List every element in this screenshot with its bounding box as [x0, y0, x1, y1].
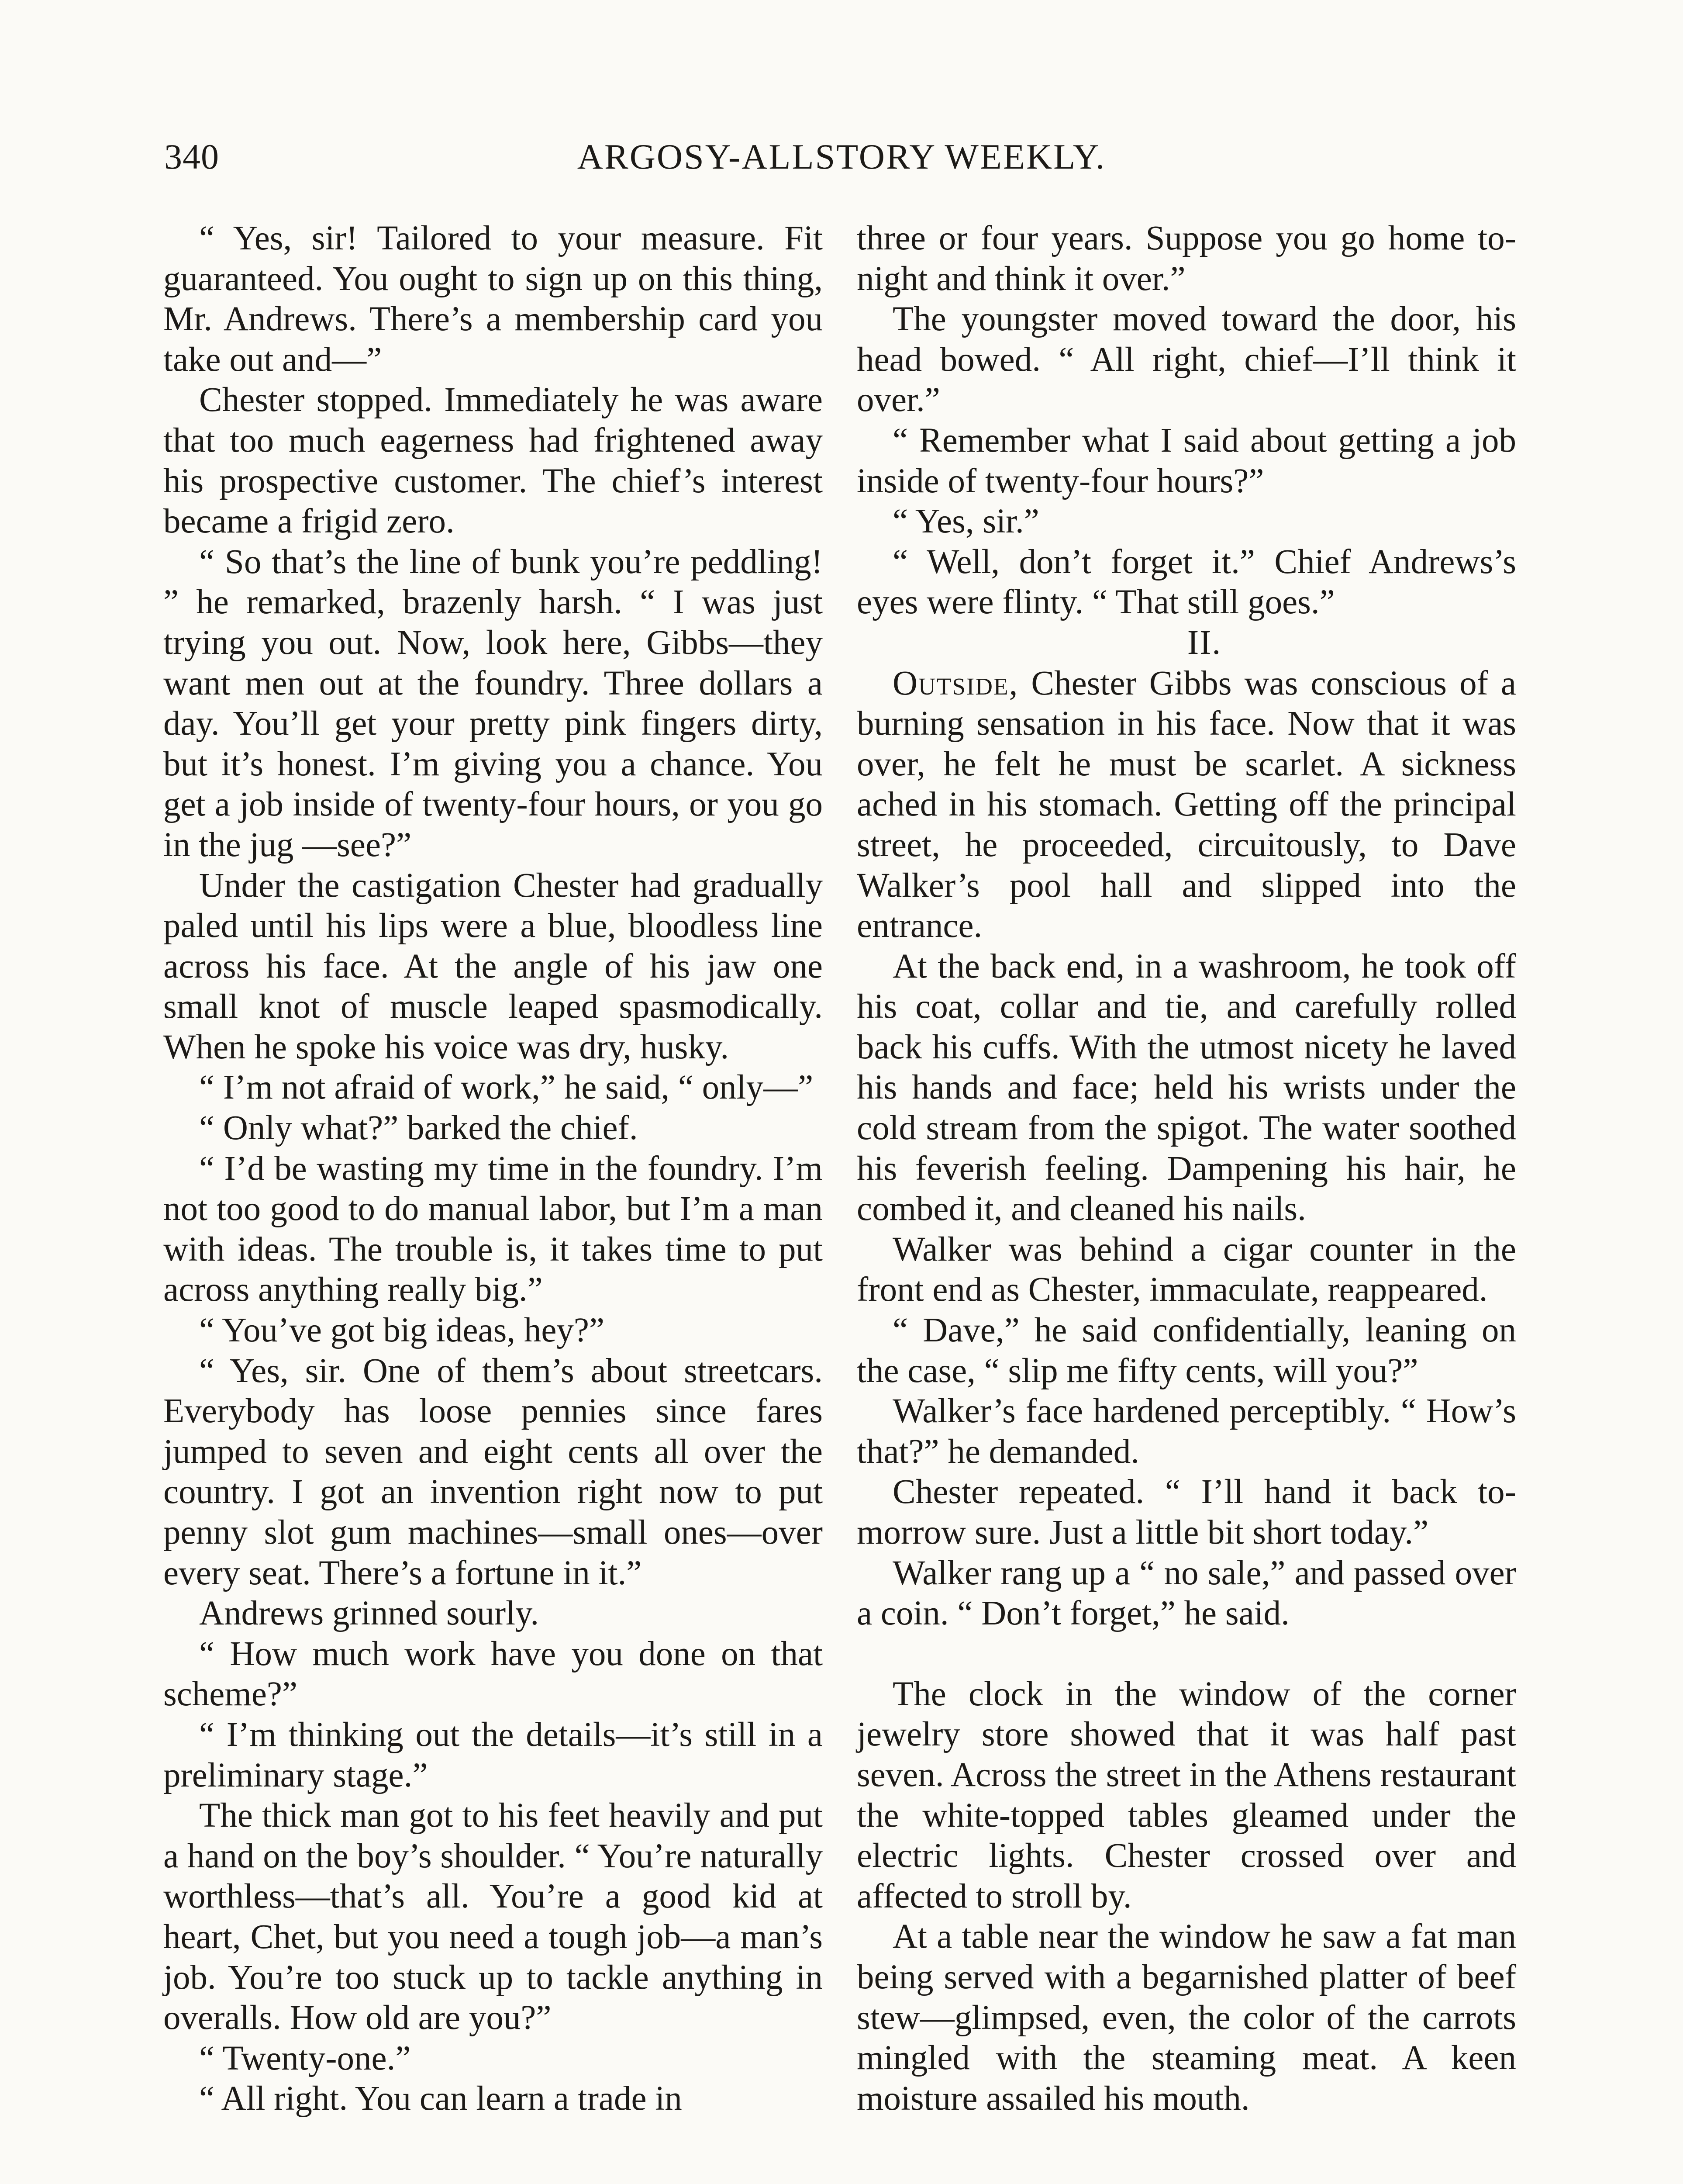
paragraph: “ All right. You can learn a trade in: [199, 2080, 682, 2118]
paragraph: The youngster moved toward the door, his head bowed. “ All right, chief—I’ll think it over.”: [857, 300, 1516, 419]
paragraph: Walker’s face hardened perceptibly. “ How’s that?” he demanded.: [857, 1392, 1516, 1471]
paragraph: Walker rang up a “ no sale,” and passed over a coin. “ Don’t forget,” he said.: [857, 1554, 1516, 1633]
paragraph: “ Twenty-one.”: [199, 2039, 411, 2077]
paragraph: “ Yes, sir! Tailored to your measure. Fit guaranteed. You ought to sign up on this thing, Mr. Andrews. There’s a membership card you take out and—”: [163, 219, 823, 379]
running-head: ARGOSY-ALLSTORY WEEKLY.: [577, 137, 1106, 176]
paragraph: Chester repeated. “ I’ll hand it back to-morrow sure. Just a little bit short today.”: [857, 1473, 1516, 1552]
paragraph: “ You’ve got big ideas, hey?”: [199, 1311, 605, 1350]
lead-word: Outside,: [893, 664, 1019, 702]
paragraph: “ Remember what I said about getting a job inside of twenty-four hours?”: [857, 421, 1516, 500]
paragraph: “ Yes, sir. One of them’s about streetcars. Everybody has loose pennies since fares jumped to seven and eight cents all over the country. I got an invention right now to put penny slot gum machines—small ones—over every seat. There’s a fortune in it.”: [163, 1351, 823, 1592]
paragraph: “ Yes, sir.”: [893, 502, 1039, 541]
paragraph: “ I’m thinking out the details—it’s still in a preliminary stage.”: [163, 1715, 823, 1794]
scene-break: [857, 1634, 1516, 1674]
lead-text: Chester Gibbs was conscious of a burning sensation in his face. Now that it was over, he felt he must be scarlet. A sickness ached in his stomach. Getting off the principal street, he proceeded, circuitously, to Dave Walker’s pool hall and slipped into the entrance.: [857, 664, 1516, 945]
paragraph: Under the castigation Chester had gradually paled until his lips were a blue, bloodless line across his face. At the angle of his jaw one small knot of muscle leaped spasmodically. When he spoke his voice was dry, husky.: [163, 866, 823, 1066]
left-column: [163, 218, 823, 2119]
paragraph: three or four years. Suppose you go home to-night and think it over.”: [857, 219, 1516, 298]
paragraph: The thick man got to his feet heavily and put a hand on the boy’s shoulder. “ You’re naturally worthless—that’s all. You’re a good kid at heart, Chet, but you need a tough job—a man’s job. You’re too stuck up to tackle anything in overalls. How old are you?”: [163, 1797, 823, 2037]
paragraph: Andrews grinned sourly.: [199, 1594, 539, 1633]
paragraph: At the back end, in a washroom, he took off his coat, collar and tie, and carefully rolled back his cuffs. With the utmost nicety he laved his hands and face; held his wrists under the cold stream from the spigot. The water soothed his feverish feeling. Dampening his hair, he combed it, and cleaned his nails.: [857, 947, 1516, 1228]
right-column: [857, 218, 1516, 2119]
page-number: 340: [164, 137, 219, 176]
paragraph: “ I’d be wasting my time in the foundry. I’m not too good to do manual labor, but I’m a man with ideas. The trouble is, it takes time to put across anything really big.”: [163, 1149, 823, 1309]
paragraph: “ How much work have you done on that scheme?”: [163, 1635, 823, 1714]
paragraph: Walker was behind a cigar counter in the front end as Chester, immaculate, reappeared.: [857, 1230, 1516, 1309]
paragraph: “ Only what?” barked the chief.: [199, 1109, 638, 1147]
paragraph: “ Well, don’t forget it.” Chief Andrews’s eyes were flinty. “ That still goes.”: [857, 543, 1516, 622]
paragraph: “ I’m not afraid of work,” he said, “ only—”: [199, 1068, 814, 1107]
paragraph: “ Dave,” he said confidentially, leaning on the case, “ slip me fifty cents, will you?”: [857, 1311, 1516, 1390]
paragraph: Chester stopped. Immediately he was aware that too much eagerness had frightened away his prospective customer. The chief’s interest became a frigid zero.: [163, 381, 823, 541]
paragraph-section-lead: [857, 663, 1516, 947]
paragraph: “ So that’s the line of bunk you’re peddling! ” he remarked, brazenly harsh. “ I was just trying you out. Now, look here, Gibbs—they want men out at the foundry. Three dollars a day. You’ll get your pretty pink fingers dirty, but it’s honest. I’m giving you a chance. You get a job inside of twenty-four hours, or you go in the jug —see?”: [163, 543, 823, 864]
paragraph: The clock in the window of the corner jewelry store showed that it was half past seven. Across the street in the Athens restaurant the white-topped tables gleamed under the electric lights. Chester crossed over and affected to stroll by.: [857, 1675, 1516, 1915]
section-heading: II.: [1187, 623, 1222, 662]
paragraph: At a table near the window he saw a fat man being served with a begarnished platter of beef stew—glimpsed, even, the color of the carrots mingled with the steaming meat. A keen moisture assailed his mouth.: [857, 1918, 1516, 2118]
